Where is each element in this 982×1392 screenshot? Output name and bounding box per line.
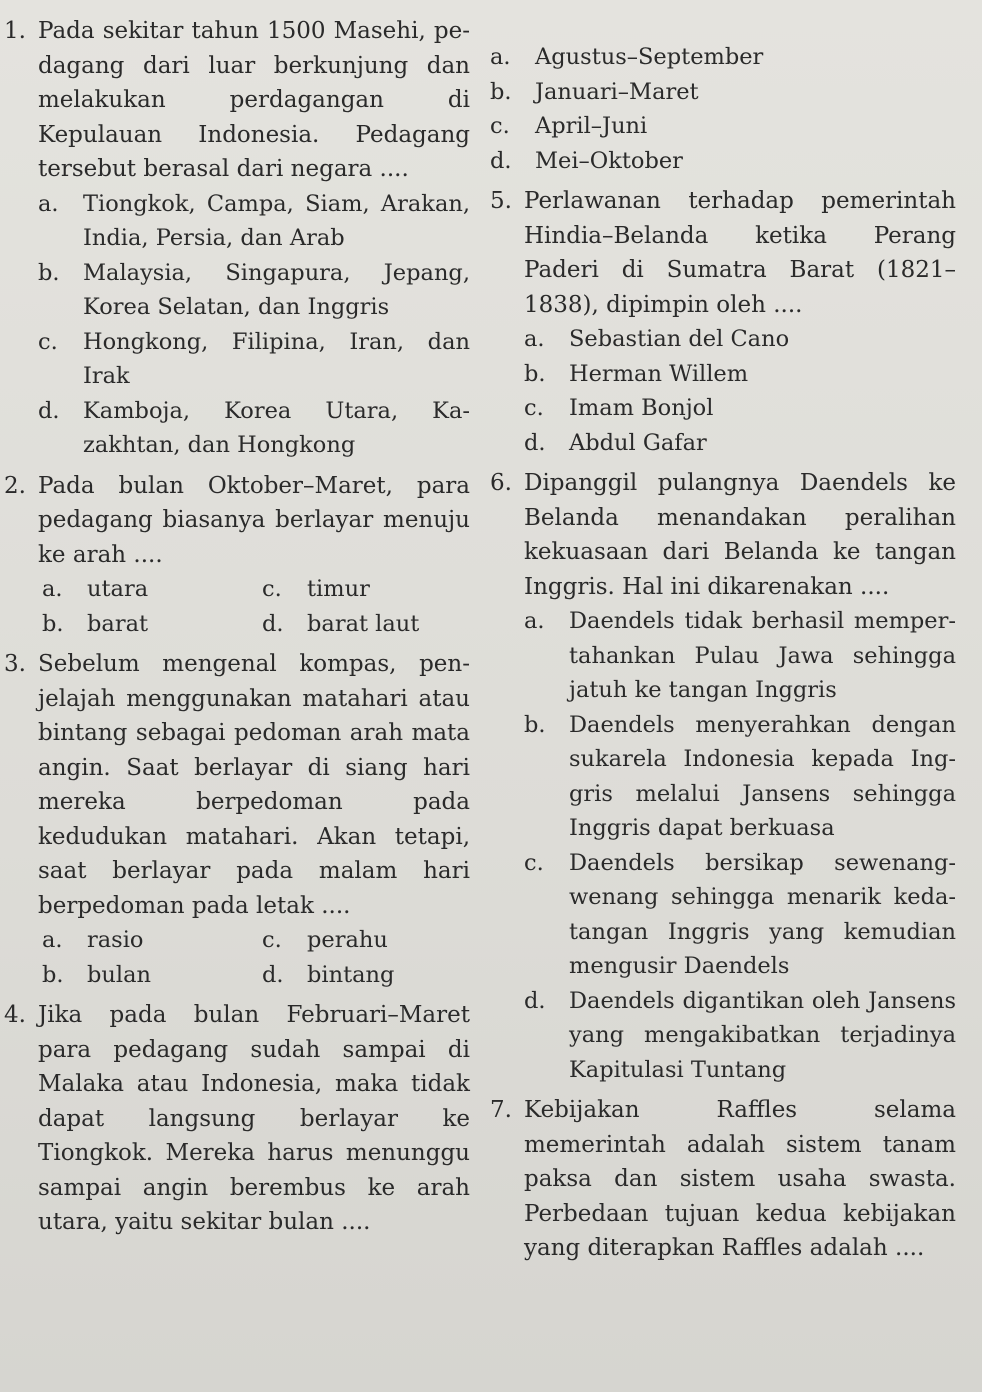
question-number: 6. <box>490 470 512 496</box>
option-label: a. <box>42 576 63 602</box>
option-label: b. <box>38 259 60 286</box>
option-b <box>42 958 262 993</box>
left-column <box>4 14 470 1246</box>
option-a <box>524 322 956 357</box>
option-text: Malaysia, Singapura, Jepang, Korea Selatan, dan Inggris <box>83 259 470 320</box>
option-d <box>38 394 470 463</box>
question-4-options <box>456 40 956 178</box>
option-label: b. <box>42 610 64 637</box>
option-label: a. <box>524 608 545 634</box>
option-b <box>490 75 956 110</box>
option-a <box>42 572 262 607</box>
question-3 <box>4 647 470 992</box>
option-b <box>524 708 956 846</box>
option-text: Hongkong, Filipina, Iran, dan Irak <box>83 328 470 389</box>
option-label: a. <box>42 927 63 953</box>
option-b <box>42 607 262 642</box>
option-label: d. <box>524 987 546 1014</box>
question-number: 2. <box>4 472 26 499</box>
question-2 <box>4 469 470 642</box>
option-label: c. <box>524 395 544 421</box>
option-c <box>262 572 462 607</box>
option-text: Daendels bersikap sewenang-wenang sehingga menarik kedatangan Inggris yang kemudian mengusir Daendels <box>569 849 956 979</box>
option-label: d. <box>524 429 546 456</box>
question-text: Pada sekitar tahun 1500 Masehi, pedagang dari luar berkunjung dan melakukan perdagangan di Kepulauan Indonesia. Pedagang tersebut berasal dari negara .... <box>38 18 470 182</box>
option-text: Imam Bonjol <box>569 395 714 421</box>
option-text: Agustus–September <box>535 44 764 70</box>
option-c <box>38 325 470 394</box>
question-number: 3. <box>4 651 26 677</box>
option-text: Herman Willem <box>569 360 749 387</box>
option-label: d. <box>262 961 284 988</box>
option-label: c. <box>490 113 510 139</box>
option-text: utara <box>87 576 149 602</box>
question-4 <box>4 998 470 1240</box>
option-label: c. <box>262 927 282 953</box>
option-b <box>524 357 956 392</box>
option-d <box>490 144 956 179</box>
option-a <box>42 923 262 958</box>
option-text: timur <box>307 576 370 602</box>
option-label: c. <box>38 328 58 355</box>
option-text: Daendels digantikan oleh Jansens yang mengakibatkan terjadinya Kapitulasi Tuntang <box>569 987 956 1083</box>
question-number: 5. <box>490 188 512 214</box>
question-number: 1. <box>4 18 26 44</box>
option-label: c. <box>262 576 282 602</box>
option-c <box>524 846 956 984</box>
option-text: Tiongkok, Campa, Siam, Arakan, India, Persia, dan Arab <box>83 190 470 251</box>
option-text: barat <box>87 610 149 637</box>
question-text: Dipanggil pulangnya Daendels ke Belanda menandakan peralihan kekuasaan dari Belanda ke tangan Inggris. Hal ini dikarenakan .... <box>524 470 956 600</box>
option-label: b. <box>42 961 64 988</box>
question-7 <box>490 1093 956 1266</box>
option-text: Daendels menyerahkan dengan sukarela Indonesia kepada Inggris melalui Jansens sehingga Inggris dapat berkuasa <box>569 711 956 841</box>
option-label: b. <box>524 711 546 738</box>
option-text: April–Juni <box>535 113 648 139</box>
option-text: Sebastian del Cano <box>569 326 790 352</box>
option-label: c. <box>524 849 544 876</box>
right-column <box>490 40 956 1272</box>
question-1 <box>4 14 470 463</box>
option-text: Kamboja, Korea Utara, Kazakhtan, dan Hongkong <box>83 397 470 458</box>
option-label: b. <box>524 360 546 387</box>
option-c <box>524 391 956 426</box>
option-label: d. <box>490 147 512 174</box>
question-text: Sebelum mengenal kompas, penjelajah menggunakan matahari atau bintang sebagai pedoman arah mata angin. Saat berlayar di siang hari mereka berpedoman pada kedudukan matahari. Akan tetapi, saat berlayar pada malam hari berpedoman pada letak .... <box>38 651 470 919</box>
option-text: bintang <box>307 961 395 988</box>
option-text: Januari–Maret <box>535 78 699 105</box>
option-d <box>262 607 462 642</box>
option-d <box>524 426 956 461</box>
option-text: perahu <box>307 927 388 953</box>
question-5 <box>490 184 956 460</box>
option-text: Abdul Gafar <box>569 429 707 456</box>
option-text: Mei–Oktober <box>535 147 683 174</box>
option-a <box>38 187 470 256</box>
option-a <box>490 40 956 75</box>
question-number: 7. <box>490 1097 512 1123</box>
option-label: b. <box>490 78 512 105</box>
option-label: d. <box>38 397 60 424</box>
question-text: Jika pada bulan Februari–Maret para pedagang sudah sampai di Malaka atau Indonesia, maka tidak dapat langsung berlayar ke Tiongkok. Mereka harus menunggu sampai angin berembus ke arah utara, yaitu sekitar bulan .... <box>38 1002 470 1235</box>
question-text: Pada bulan Oktober–Maret, para pedagang biasanya berlayar menuju ke arah .... <box>38 472 470 568</box>
option-d <box>524 984 956 1088</box>
option-text: Daendels tidak berhasil mempertahankan Pulau Jawa sehingga jatuh ke tangan Inggris <box>569 608 956 703</box>
option-text: barat laut <box>307 610 420 637</box>
option-b <box>38 256 470 325</box>
option-label: a. <box>490 44 511 70</box>
option-d <box>262 958 462 993</box>
question-6 <box>490 466 956 1087</box>
question-text: Kebijakan Raffles selama memerintah adalah sistem tanam paksa dan sistem usaha swasta. Perbedaan tujuan kedua kebijakan yang diterapkan Raffles adalah .... <box>524 1097 956 1261</box>
option-a <box>524 604 956 708</box>
question-text: Perlawanan terhadap pemerintah Hindia–Belanda ketika Perang Paderi di Sumatra Barat (1821–1838), dipimpin oleh .... <box>524 188 956 318</box>
option-text: bulan <box>87 961 151 988</box>
option-c <box>262 923 462 958</box>
option-c <box>490 109 956 144</box>
option-text: rasio <box>87 927 144 953</box>
option-label: a. <box>524 326 545 352</box>
option-label: a. <box>38 190 59 217</box>
question-number: 4. <box>4 1002 26 1028</box>
option-label: d. <box>262 610 284 637</box>
